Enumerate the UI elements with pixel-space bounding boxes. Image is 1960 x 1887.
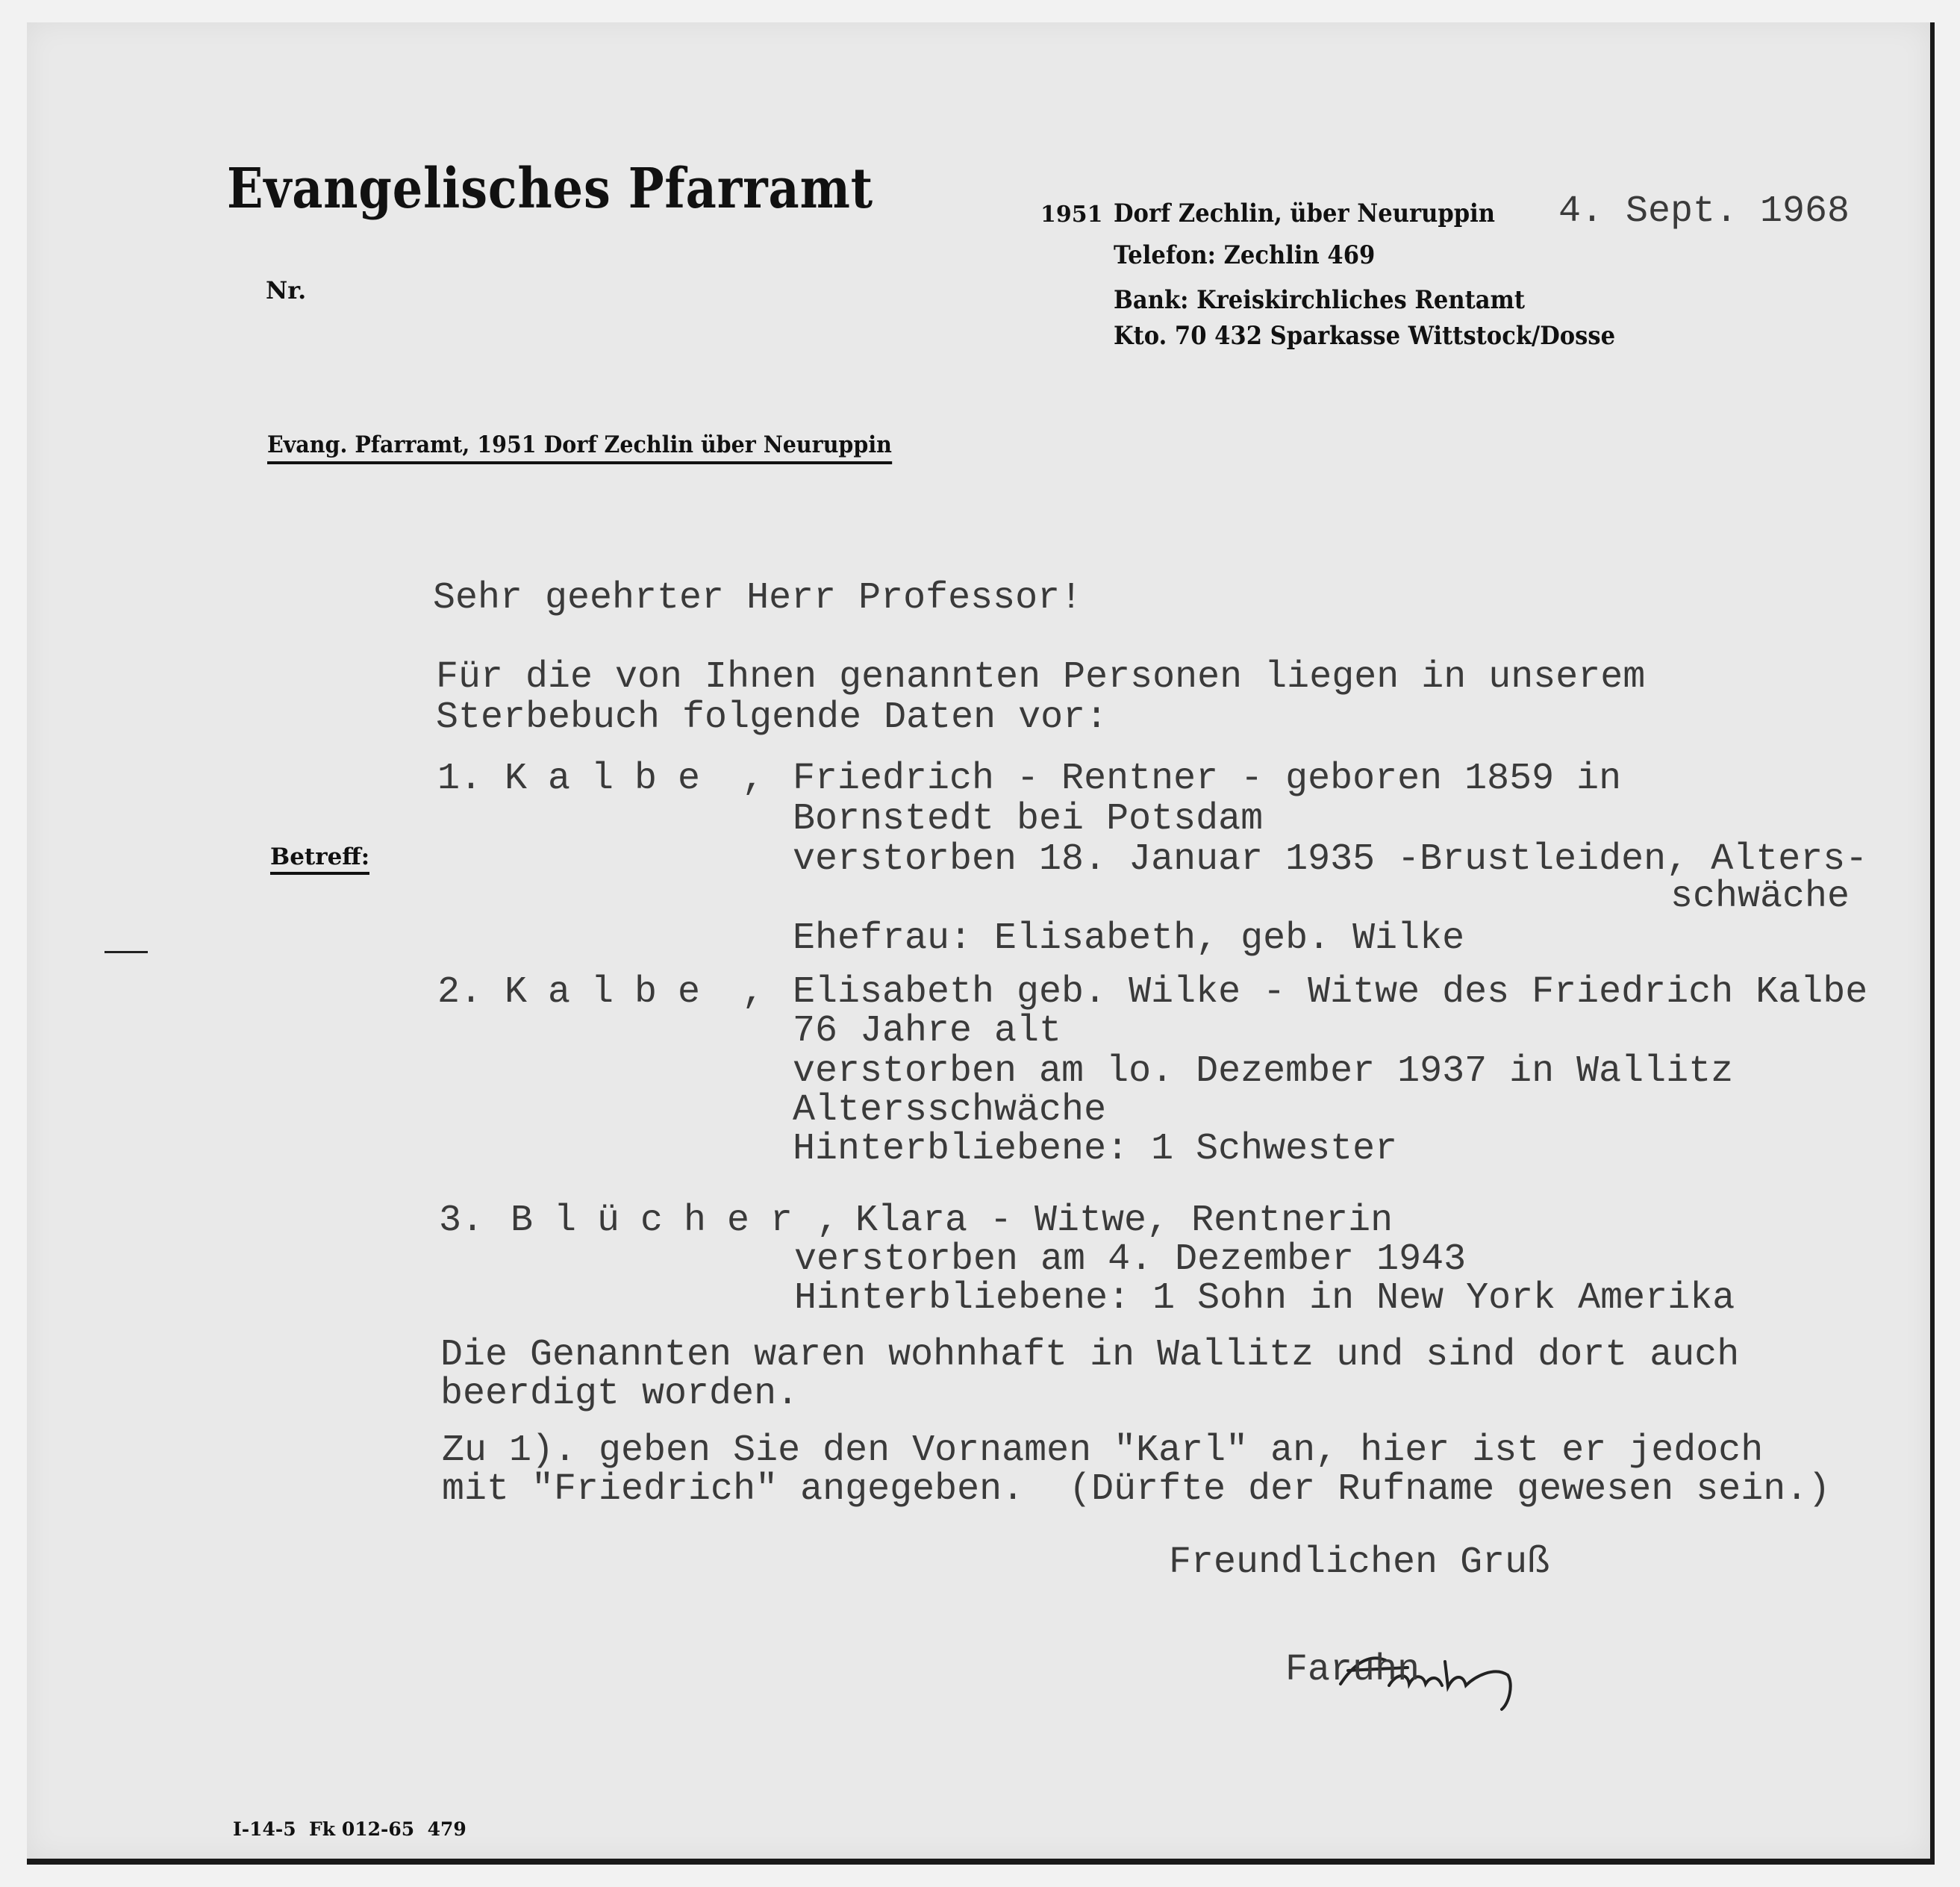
entry-1-line: Friedrich - Rentner - geboren 1859 in <box>793 758 1622 800</box>
letterhead-town: Dorf Zechlin, über Neuruppin <box>1114 199 1495 228</box>
letterhead-postcode: 1951 <box>1040 202 1103 228</box>
salutation: Sehr geehrter Herr Professor! <box>433 577 1083 620</box>
entry-3-surname: Blücher <box>511 1200 814 1242</box>
letter-date: 4. Sept. 1968 <box>1558 190 1850 233</box>
residence-line: beerdigt worden. <box>440 1373 799 1415</box>
intro-line: Sterbebuch folgende Daten vor: <box>436 696 1108 739</box>
entry-2-number: 2. <box>437 971 483 1014</box>
note-line: mit "Friedrich" angegeben. (Dürfte der Rufname gewesen sein.) <box>442 1468 1831 1511</box>
entry-3-line: verstorben am 4. Dezember 1943 <box>794 1238 1467 1281</box>
entry-1-line: Bornstedt bei Potsdam <box>793 798 1264 840</box>
entry-1-separator: , <box>742 758 765 800</box>
entry-1-number: 1. <box>437 758 483 800</box>
entry-3-number: 3. <box>439 1200 484 1242</box>
letter-sheet <box>27 22 1935 1865</box>
entry-2-line: 76 Jahre alt <box>793 1010 1062 1052</box>
entry-2-line: Altersschwäche <box>793 1089 1107 1132</box>
entry-1-line: verstorben 18. Januar 1935 -Brustleiden, Alters- <box>793 838 1868 881</box>
entry-1-spouse: Ehefrau: Elisabeth, geb. Wilke <box>793 917 1465 960</box>
entry-2-line: Hinterbliebene: 1 Schwester <box>793 1128 1398 1170</box>
entry-2-line: verstorben am lo. Dezember 1937 in Wallitz <box>793 1050 1734 1093</box>
entry-2-surname: Kalbe <box>505 971 722 1014</box>
fold-mark <box>104 951 148 953</box>
entry-2-separator: , <box>742 971 765 1014</box>
letterhead-telephone: Telefon: Zechlin 469 <box>1114 240 1376 270</box>
letterhead-bank: Bank: Kreiskirchliches Rentamt <box>1114 285 1526 315</box>
letterhead-account: Kto. 70 432 Sparkasse Wittstock/Dosse <box>1114 321 1616 351</box>
entry-1-surname: Kalbe <box>505 758 722 800</box>
entry-1-continuation: schwäche <box>1670 876 1850 918</box>
subject-label: Betreff: <box>270 843 369 875</box>
form-code: I-14-5 Fk 012-65 479 <box>233 1818 466 1840</box>
entry-3-line: Hinterbliebene: 1 Sohn in New York Amerika <box>794 1277 1735 1320</box>
return-address: Evang. Pfarramt, 1951 Dorf Zechlin über Neuruppin <box>267 431 892 464</box>
residence-line: Die Genannten waren wohnhaft in Wallitz und sind dort auch <box>440 1334 1740 1376</box>
entry-2-line: Elisabeth geb. Wilke - Witwe des Friedrich Kalbe <box>793 971 1868 1014</box>
entry-3-separator: , <box>817 1200 840 1242</box>
note-line: Zu 1). geben Sie den Vornamen "Karl" an, hier ist er jedoch <box>442 1429 1764 1472</box>
signature-name: Faruhn <box>1285 1649 1420 1691</box>
reference-number-label: Nr. <box>266 276 307 305</box>
intro-line: Für die von Ihnen genannten Personen liegen in unserem <box>436 656 1646 699</box>
closing: Freundlichen Gruß <box>1169 1541 1550 1584</box>
letterhead-title: Evangelisches Pfarramt <box>227 157 874 221</box>
entry-3-line: Klara - Witwe, Rentnerin <box>855 1200 1393 1242</box>
